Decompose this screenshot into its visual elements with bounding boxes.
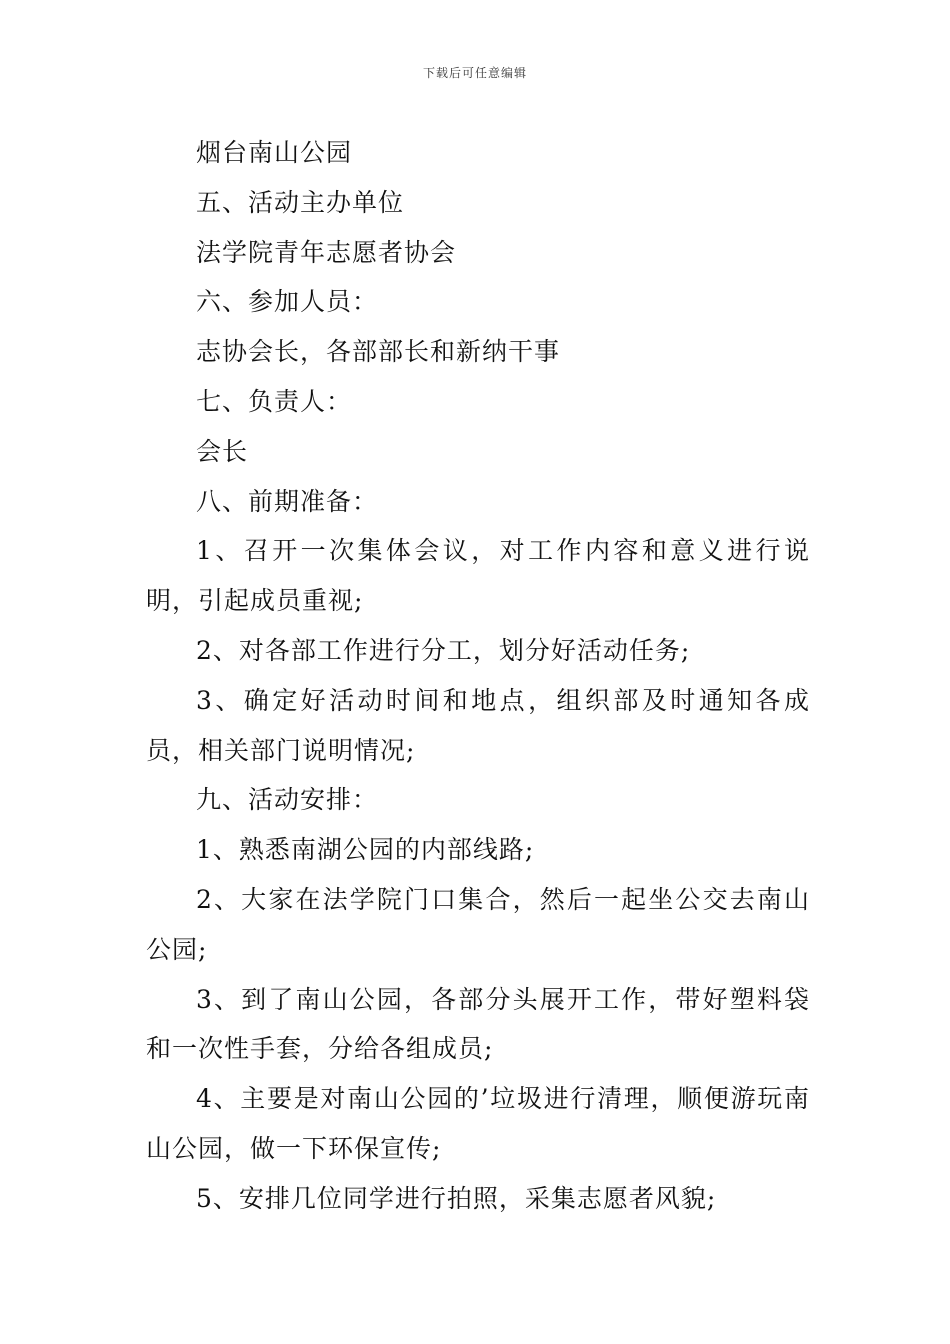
page-header: 下载后可任意编辑: [422, 66, 527, 80]
paragraph-responsible: 会长: [196, 436, 249, 466]
heading-responsible: 七、负责人：: [196, 386, 353, 416]
paragraph-location: 烟台南山公园: [196, 138, 353, 167]
list-item-arrangement-3: 3、到了南山公园，各部分头展开工作，带好塑料袋和一次性手套，分给各组成员;: [146, 984, 810, 1064]
list-item-arrangement-4: 4、主要是对南山公园的’垃圾进行清理，顺便游玩南山公园，做一下环保宣传;: [146, 1084, 810, 1163]
list-item-arrangement-2: 2、大家在法学院门口集合，然后一起坐公交去南山公园;: [146, 884, 810, 964]
list-item-preparation-1: 1、召开一次集体会议，对工作内容和意义进行说明，引起成员重视;: [146, 536, 810, 616]
heading-preparation: 八、前期准备：: [196, 486, 379, 516]
paragraph-participants: 志协会长，各部部长和新纳干事: [196, 337, 561, 367]
document-body: [146, 128, 810, 1224]
list-item-arrangement-1: 1、熟悉南湖公园的内部线路;: [196, 835, 535, 865]
list-item-preparation-3: 3、确定好活动时间和地点，组织部及时通知各成员，相关部门说明情况;: [146, 685, 810, 765]
heading-participants: 六、参加人员：: [196, 287, 379, 317]
list-item-preparation-2: 2、对各部工作进行分工，划分好活动任务;: [196, 635, 691, 665]
paragraph-organizer: 法学院青年志愿者协会: [196, 237, 457, 267]
list-item-arrangement-5: 5、安排几位同学进行拍照，采集志愿者风貌;: [196, 1183, 717, 1213]
heading-organizer: 五、活动主办单位: [196, 187, 405, 217]
heading-arrangement: 九、活动安排：: [196, 785, 379, 815]
